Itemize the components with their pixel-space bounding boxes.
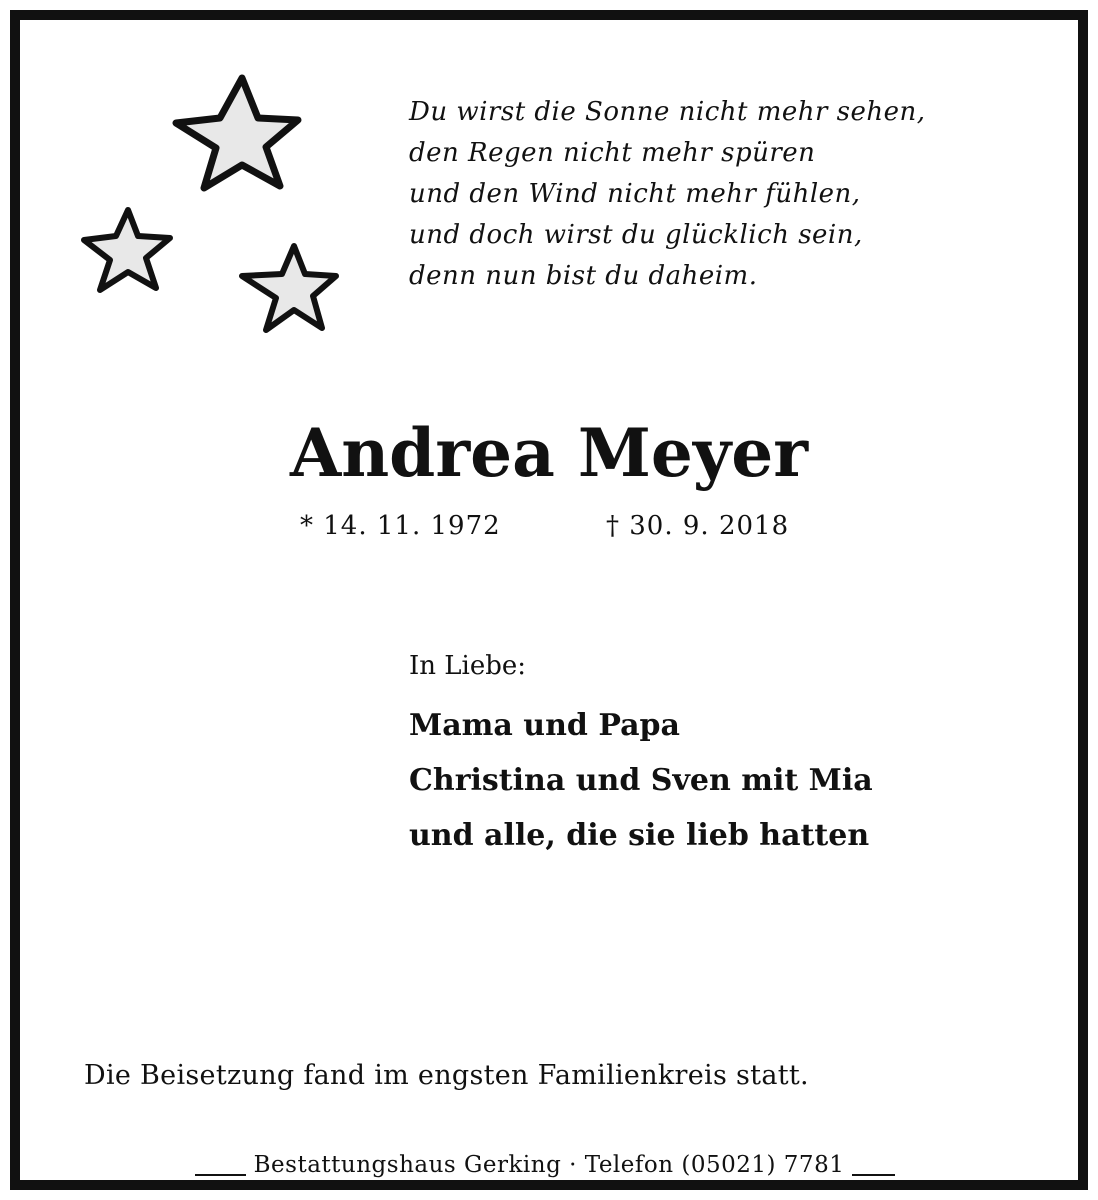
birth-date: * 14. 11. 1972	[300, 511, 501, 541]
poem	[409, 92, 1049, 297]
funeral-home-contact: Bestattungshaus Gerking · Telefon (05021) 7781	[246, 1150, 853, 1180]
footer	[0, 1150, 1098, 1180]
star-small-left-icon	[84, 210, 170, 290]
stars-icon	[70, 68, 360, 348]
mourners-list	[409, 698, 873, 863]
mourner-line: und alle, die sie lieb hatten	[409, 818, 870, 853]
poem-line: denn nun bist du daheim.	[409, 261, 758, 291]
mourner-line: Mama und Papa	[409, 708, 680, 743]
mourners-intro: In Liebe:	[409, 651, 527, 681]
star-large-icon	[176, 78, 298, 188]
poem-line: Du wirst die Sonne nicht mehr sehen,	[409, 97, 926, 127]
poem-line: und den Wind nicht mehr fühlen,	[409, 179, 861, 209]
star-small-right-icon	[242, 246, 336, 330]
poem-line: den Regen nicht mehr spüren	[409, 138, 816, 168]
deceased-name: Andrea Meyer	[289, 414, 808, 492]
burial-note: Die Beisetzung fand im engsten Familienkreis statt.	[84, 1060, 809, 1091]
death-date: † 30. 9. 2018	[606, 511, 790, 541]
mourner-line: Christina und Sven mit Mia	[409, 763, 873, 798]
poem-line: und doch wirst du glücklich sein,	[409, 220, 863, 250]
